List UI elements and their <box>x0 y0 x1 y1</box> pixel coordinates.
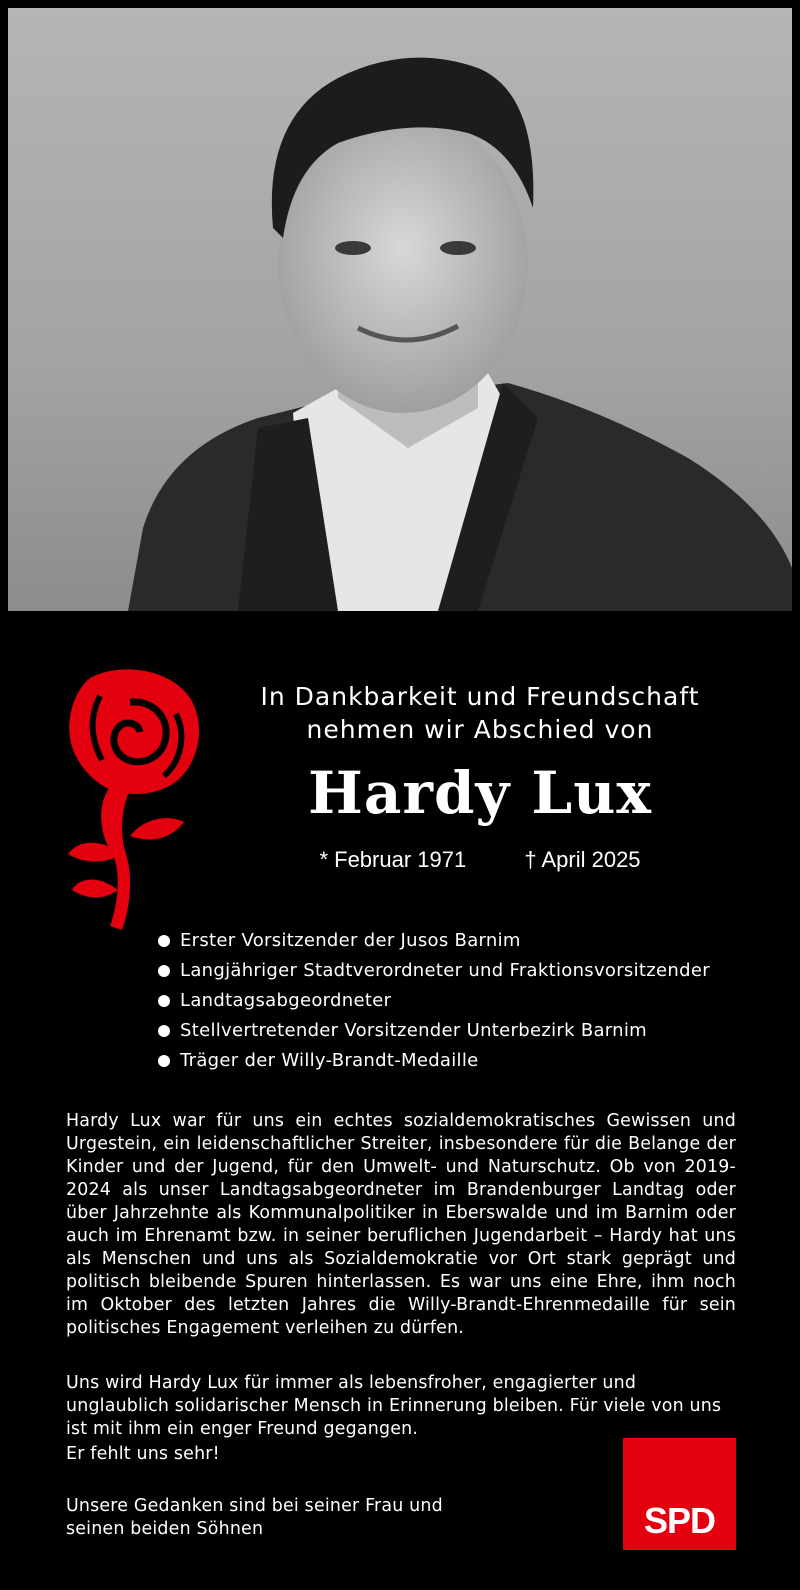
deceased-name: Hardy Lux <box>308 759 652 827</box>
portrait-photo <box>8 8 792 611</box>
list-item: Träger der Willy-Brandt-Medaille <box>158 1046 710 1076</box>
remembrance-paragraph: Uns wird Hardy Lux für immer als lebensfroher, engagierter und unglaublich solidarischer Mensch in Erinnerung bleiben. Für viele von uns ist mit ihm ein enger Freund gegangen. <box>66 1373 722 1439</box>
spd-logo-text: SPD <box>643 1500 716 1541</box>
condolence-line: Unsere Gedanken sind bei seiner Frau und seinen beiden Söhnen <box>66 1496 443 1539</box>
life-dates <box>230 846 730 874</box>
tribute-paragraph: Hardy Lux war für uns ein echtes sozialdemokratisches Gewissen und Urgestein, ein leidenschaftlicher Streiter, insbesondere für die Belange der Kinder und der Jugend, für den Umwelt- und Naturschutz. Ob von 2019-2024 als unser Landtagsabgeordneter im Brandenburger Landtag oder über Jahrzehnte als Kommunalpolitiker in Eberswalde und im Barnim oder auch im Ehrenamt bzw. in seiner beruflichen Jugendarbeit – Hardy hat uns als Menschen und uns als Sozialdemokratie vor Ort stark geprägt und politisch bleibende Spuren hinterlassen. Es war uns eine Ehre, ihm noch im Oktober des letzten Jahres die Willy-Brandt-Ehrenmedaille für sein politisches Engagement verleihen zu dürfen. <box>66 1111 736 1338</box>
portrait-illustration <box>8 8 792 611</box>
heading-line-1: In Dankbarkeit und Freundschaft <box>260 682 700 711</box>
birth-date: * Februar 1971 <box>319 847 467 872</box>
red-rose-icon <box>60 668 210 938</box>
spd-logo <box>623 1438 736 1550</box>
list-item: Landtagsabgeordneter <box>158 986 710 1016</box>
list-item: Langjähriger Stadtverordneter und Fraktionsvorsitzender <box>158 956 710 986</box>
heading-line-2: nehmen wir Abschied von <box>306 715 654 744</box>
missed-line: Er fehlt uns sehr! <box>66 1444 220 1464</box>
roles-list <box>158 926 710 1076</box>
farewell-heading <box>230 680 730 746</box>
list-item: Erster Vorsitzender der Jusos Barnim <box>158 926 710 956</box>
list-item: Stellvertretender Vorsitzender Unterbezirk Barnim <box>158 1016 710 1046</box>
death-date: † April 2025 <box>524 847 641 872</box>
